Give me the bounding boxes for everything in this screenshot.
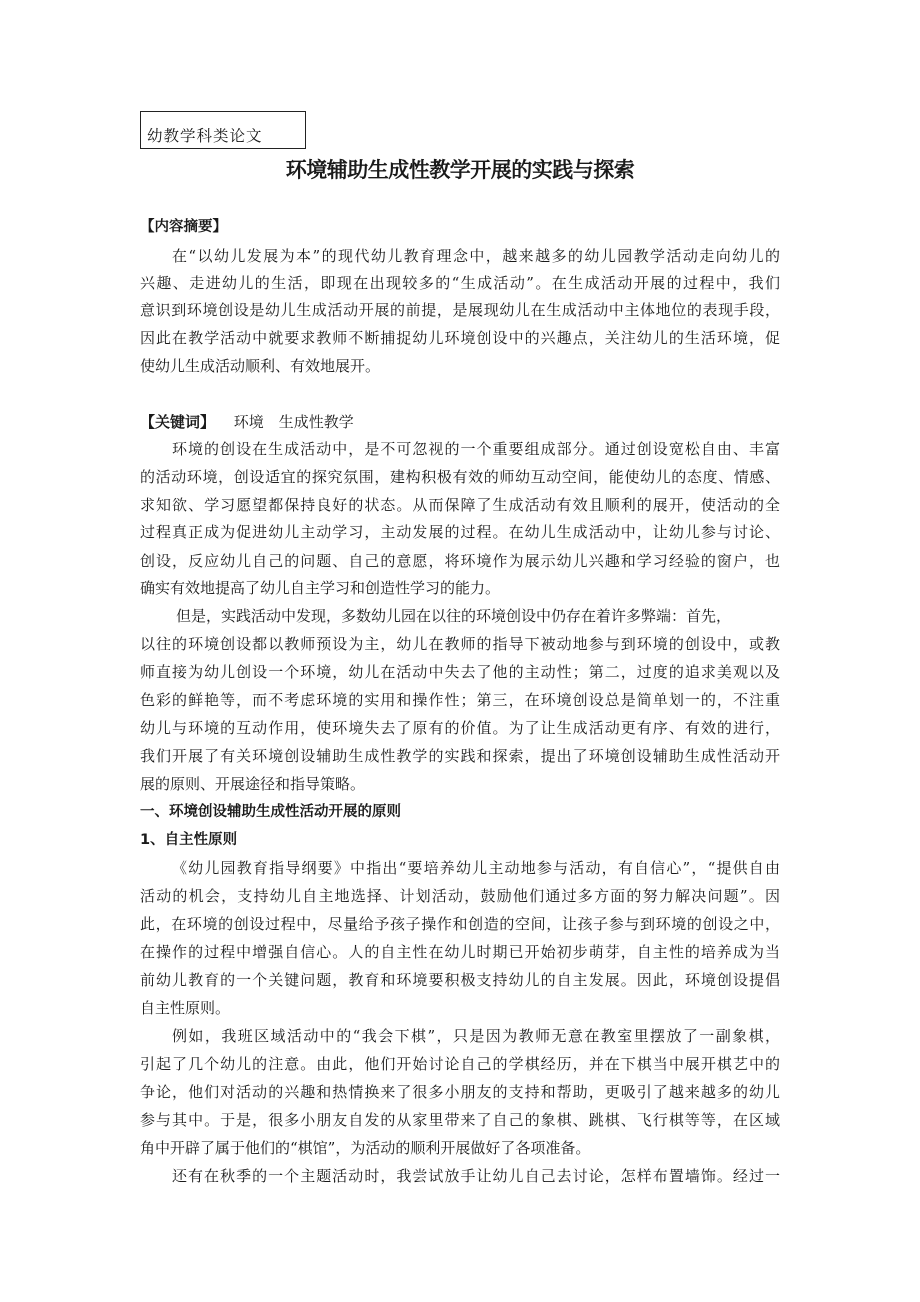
category-tag: 幼教学科类论文	[147, 127, 263, 145]
abstract-line: 在“以幼儿发展为本”的现代幼儿教育理念中，越来越多的幼儿园教学活动走向幼儿的	[172, 247, 780, 265]
para2-line: 幼儿与环境的互动作用，使环境失去了原有的价值。为了让生成活动更有序、有效的进行，	[140, 719, 780, 737]
keywords-value: 环境 生成性教学	[233, 413, 354, 431]
category-tag-box	[140, 111, 306, 149]
para4-line: 争论，他们对活动的兴趣和热情换来了很多小朋友的支持和帮助，更吸引了越来越多的幼儿	[140, 1083, 780, 1101]
para2-line: 以往的环境创设都以教师预设为主，幼儿在教师的指导下被动地参与到环境的创设中，或教	[140, 635, 780, 653]
keywords-label: 【关键词】	[140, 413, 216, 431]
abstract-heading: 【内容摘要】	[140, 219, 227, 235]
para3-line: 前幼儿教育的一个关键问题，教育和环境要积极支持幼儿的自主发展。因此，环境创设提倡	[140, 971, 780, 989]
abstract-line: 使幼儿生成活动顺利、有效地展开。	[140, 357, 381, 375]
para3-line: 自主性原则。	[140, 999, 231, 1017]
para2-line: 色彩的鲜艳等，而不考虑环境的实用和操作性；第三，在环境创设总是简单划一的，不注重	[140, 691, 780, 709]
section-heading: 一、环境创设辅助生成性活动开展的原则	[140, 804, 401, 820]
para3-line: 活动的机会，支持幼儿自主地选择、计划活动，鼓励他们通过多方面的努力解决问题”。因	[140, 887, 780, 905]
subsection-heading: 1、自主性原则	[140, 832, 238, 848]
para1-line: 过程真正成为促进幼儿主动学习，主动发展的过程。在幼儿生成活动中，让幼儿参与讨论、	[140, 523, 780, 541]
para3-line: 《幼儿园教育指导纲要》中指出“要培养幼儿主动地参与活动，有自信心”，“提供自由	[172, 859, 780, 877]
para2-line: 展的原则、开展途径和指导策略。	[140, 775, 366, 793]
para4-line: 参与其中。于是，很多小朋友自发的从家里带来了自己的象棋、跳棋、飞行棋等等，在区域	[140, 1111, 780, 1129]
abstract-line: 意识到环境创设是幼儿生成活动开展的前提，是展现幼儿在生成活动中主体地位的表现手段，	[140, 301, 780, 319]
abstract-line: 因此在教学活动中就要求教师不断捕捉幼儿环境创设中的兴趣点，关注幼儿的生活环境，促	[140, 329, 780, 347]
para1-line: 的活动环境，创设适宜的探究氛围，建构积极有效的师幼互动空间，能使幼儿的态度、情感、	[140, 468, 780, 486]
document-title: 环境辅助生成性教学开展的实践与探索	[285, 158, 635, 182]
para2-line: 师直接为幼儿创设一个环境，幼儿在活动中失去了他的主动性；第二，过度的追求美观以及	[140, 663, 780, 681]
para1-line: 求知欲、学习愿望都保持良好的状态。从而保障了生成活动有效且顺利的展开，使活动的全	[140, 496, 780, 514]
para5-line: 还有在秋季的一个主题活动时，我尝试放手让幼儿自己去讨论，怎样布置墙饰。经过一	[172, 1167, 780, 1185]
keywords-row	[140, 410, 780, 434]
para3-line: 此，在环境的创设过程中，尽量给予孩子操作和创造的空间，让孩子参与到环境的创设之中，	[140, 915, 780, 933]
para4-line: 引起了几个幼儿的注意。由此，他们开始讨论自己的学棋经历，并在下棋当中展开棋艺中的	[140, 1055, 780, 1073]
abstract-line: 兴趣、走进幼儿的生活，即现在出现较多的“生成活动”。在生成活动开展的过程中，我们	[140, 274, 780, 292]
para3-line: 在操作的过程中增强自信心。人的自主性在幼儿时期已开始初步萌芽，自主性的培养成为当	[140, 943, 780, 961]
para1-line: 创设，反应幼儿自己的问题、自己的意愿，将环境作为展示幼儿兴趣和学习经验的窗户，也	[140, 552, 780, 570]
para2-line: 我们开展了有关环境创设辅助生成性教学的实践和探索，提出了环境创设辅助生成性活动开	[140, 747, 780, 765]
para4-line: 例如，我班区域活动中的“我会下棋”，只是因为教师无意在教室里摆放了一副象棋，	[172, 1027, 780, 1045]
para2-line: 但是，实践活动中发现，多数幼儿园在以往的环境创设中仍存在着许多弊端：首先，	[176, 607, 732, 625]
para4-line: 角中开辟了属于他们的“棋馆”，为活动的顺利开展做好了各项准备。	[140, 1139, 591, 1157]
para1-line: 环境的创设在生成活动中，是不可忽视的一个重要组成部分。通过创设宽松自由、丰富	[172, 440, 780, 458]
para1-line: 确实有效地提高了幼儿自主学习和创造性学习的能力。	[140, 579, 501, 597]
